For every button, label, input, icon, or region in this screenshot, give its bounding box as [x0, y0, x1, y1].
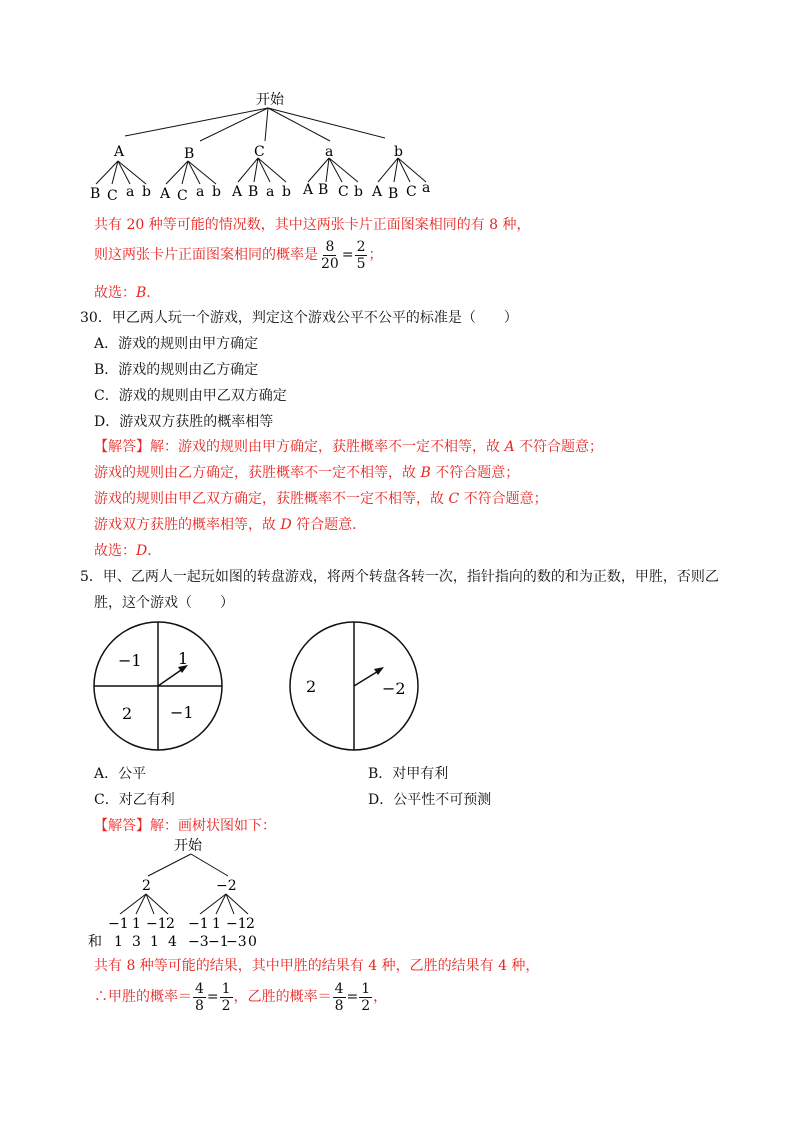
- tree1-node-l1: a: [325, 144, 334, 160]
- tree2-leaf: −1: [108, 916, 129, 932]
- tree2-root: 开始: [174, 838, 202, 854]
- answer-prefix: 故选：: [94, 285, 136, 301]
- tree2-sum: 0: [248, 934, 257, 950]
- spinner-wheel-1: [90, 620, 230, 754]
- q30-option-c: C．游戏的规则由甲乙双方确定: [94, 388, 287, 404]
- fraction-numerator: 4: [195, 980, 204, 997]
- tree1-leaf: b: [354, 184, 363, 200]
- tree1-root: 开始: [256, 92, 284, 108]
- sol29-line2-prefix: 则这两张卡片正面图案相同的概率是: [94, 247, 318, 263]
- q5-solution-intro: [94, 816, 276, 836]
- q30-solution-line: [94, 437, 603, 457]
- q30-option-a: A．游戏的规则由甲方确定: [94, 336, 259, 352]
- solution-text: 符合题意．: [291, 517, 367, 533]
- solution-text: 不符合题意；: [514, 439, 604, 455]
- tree2-leaf: −1: [226, 916, 247, 932]
- spinner-wheel-2: [282, 620, 428, 754]
- fraction: [319, 239, 341, 272]
- wheel1-sector: 2: [122, 704, 133, 723]
- q30-solution-line: [94, 515, 366, 535]
- tree1-leaf: C: [177, 188, 188, 204]
- q5-stem-line2: 胜，这个游戏（ ）: [94, 595, 234, 611]
- q30-answer: [94, 541, 161, 561]
- solution-text: 游戏的规则由乙方确定，获胜概率不一定不相等，故: [94, 465, 421, 481]
- tree2-sum: −3: [226, 934, 247, 950]
- tree1-leaf: B: [248, 184, 259, 200]
- tree1-leaf: B: [318, 182, 329, 198]
- solution-tag: 【解答】: [94, 818, 150, 834]
- sol29-line2-suffix: ；: [368, 247, 383, 263]
- tree1-node-l1: A: [114, 144, 125, 160]
- q30-option-b: B．游戏的规则由乙方确定: [94, 362, 259, 378]
- solution-text: 不符合题意；: [459, 491, 548, 507]
- tree2-leaf: −1: [188, 916, 209, 932]
- tree-diagram-cards: [80, 86, 460, 206]
- solution-text: ，: [373, 989, 388, 1005]
- tree1-node-l1: b: [394, 144, 403, 160]
- q5-solution-line1: 共有 8 种等可能的结果，其中甲胜的结果有 4 种，乙胜的结果有 4 种，: [94, 958, 540, 974]
- solution-text: ∴甲胜的概率＝: [94, 989, 192, 1005]
- sol29-answer: [94, 283, 160, 303]
- fraction: [220, 981, 233, 1014]
- fraction: [355, 239, 368, 272]
- tree2-leaf: 1: [132, 916, 141, 932]
- answer-prefix: 故选：: [94, 543, 136, 559]
- q30-solution-line: [94, 489, 548, 509]
- solution-text: 解：游戏的规则由甲方确定，获胜概率不一定不相等，故: [150, 439, 505, 455]
- tree1-leaf: a: [422, 180, 431, 196]
- solution-text: 解：画树状图如下：: [150, 818, 276, 834]
- tree1-leaf: a: [126, 184, 135, 200]
- tree2-sum: −1: [208, 934, 229, 950]
- fraction-numerator: 1: [361, 980, 371, 997]
- tree2-leaf: 1: [212, 916, 221, 932]
- tree2-sum-label: 和: [88, 934, 102, 950]
- option-letter: C: [448, 491, 460, 507]
- q5-option-c: C．对乙有利: [94, 792, 175, 808]
- tree1-node-l1: C: [254, 144, 265, 160]
- tree1-leaf: B: [90, 186, 101, 202]
- solution-text: 游戏的规则由甲乙双方确定，获胜概率不一定不相等，故: [94, 491, 449, 507]
- sol29-line2: [94, 238, 382, 272]
- q5-option-d: D．公平性不可预测: [368, 792, 492, 808]
- solution-text: 游戏双方获胜的概率相等，故: [94, 517, 281, 533]
- fraction-numerator: 1: [221, 980, 231, 997]
- fraction-denominator: 8: [195, 997, 204, 1014]
- fraction-denominator: 8: [334, 997, 344, 1014]
- tree1-leaf: b: [282, 184, 291, 200]
- tree1-leaf: B: [388, 186, 399, 202]
- tree1-leaf: b: [212, 184, 221, 200]
- tree1-leaf: A: [160, 186, 171, 202]
- fraction-numerator: 4: [334, 980, 344, 997]
- q5-solution-line2: [94, 980, 387, 1014]
- tree2-sum: 1: [114, 934, 123, 950]
- answer-suffix: ．: [147, 543, 162, 559]
- q5-option-a: A．公平: [94, 766, 147, 782]
- tree-diagram-sums: [86, 834, 286, 954]
- option-letter: D: [280, 517, 292, 533]
- answer-suffix: ．: [146, 285, 161, 301]
- equals-sign: =: [341, 247, 354, 263]
- tree1-leaf: a: [266, 184, 275, 200]
- q30-option-d: D．游戏双方获胜的概率相等: [94, 414, 274, 430]
- q30-stem: 30．甲乙两人玩一个游戏，判定这个游戏公平不公平的标准是（ ）: [80, 310, 518, 326]
- answer-letter: B: [136, 285, 147, 301]
- q5-option-b: B．对甲有利: [368, 766, 449, 782]
- tree1-leaf: C: [406, 184, 417, 200]
- tree1-leaf: A: [372, 184, 383, 200]
- fraction-denominator: 20: [321, 255, 339, 272]
- wheel1-sector: 1: [178, 649, 189, 668]
- tree2-sum: 3: [132, 934, 141, 950]
- fraction-denominator: 2: [361, 997, 371, 1014]
- tree2-leaf: −1: [146, 916, 167, 932]
- tree1-node-l1: B: [184, 146, 195, 162]
- tree1-leaf: C: [338, 184, 349, 200]
- tree1-leaf: A: [232, 184, 243, 200]
- tree1-leaf: C: [107, 188, 118, 204]
- wheel1-sector: −1: [170, 703, 194, 722]
- tree2-sum: −3: [188, 934, 209, 950]
- wheel1-sector: −1: [118, 651, 142, 670]
- solution-text: ，乙胜的概率＝: [233, 989, 332, 1005]
- solution-text: 不符合题意；: [430, 465, 520, 481]
- equals-sign: =: [206, 989, 219, 1005]
- option-letter: A: [504, 439, 515, 455]
- tree2-leaf: 2: [166, 916, 175, 932]
- fraction: [333, 981, 346, 1014]
- sol29-line1: 共有 20 种等可能的情况数，其中这两张卡片正面图案相同的有 8 种，: [94, 217, 531, 233]
- tree1-leaf: a: [196, 184, 205, 200]
- option-letter: B: [420, 465, 431, 481]
- q5-stem-line1: 5．甲、乙两人一起玩如图的转盘游戏，将两个转盘各转一次，指针指向的数的和为正数，甲胜，否则乙: [80, 569, 719, 585]
- wheel2-sector: −2: [382, 679, 406, 698]
- fraction-denominator: 2: [221, 997, 231, 1014]
- tree2-sum: 1: [150, 934, 159, 950]
- tree1-leaf: A: [303, 182, 314, 198]
- answer-letter: D: [136, 543, 148, 559]
- fraction-numerator: 2: [356, 238, 366, 255]
- solution-tag: 【解答】: [94, 439, 150, 455]
- equals-sign: =: [346, 989, 359, 1005]
- tree1-leaf: b: [142, 184, 151, 200]
- tree2-node-l1: 2: [142, 878, 151, 894]
- wheel2-sector: 2: [306, 677, 317, 696]
- fraction-denominator: 5: [356, 255, 366, 272]
- q30-solution-line: [94, 463, 519, 483]
- tree2-leaf: 2: [246, 916, 255, 932]
- fraction-numerator: 8: [325, 238, 335, 255]
- tree2-sum: 4: [168, 934, 177, 950]
- tree2-node-l1: −2: [216, 878, 237, 894]
- fraction: [193, 981, 206, 1014]
- fraction: [359, 981, 372, 1014]
